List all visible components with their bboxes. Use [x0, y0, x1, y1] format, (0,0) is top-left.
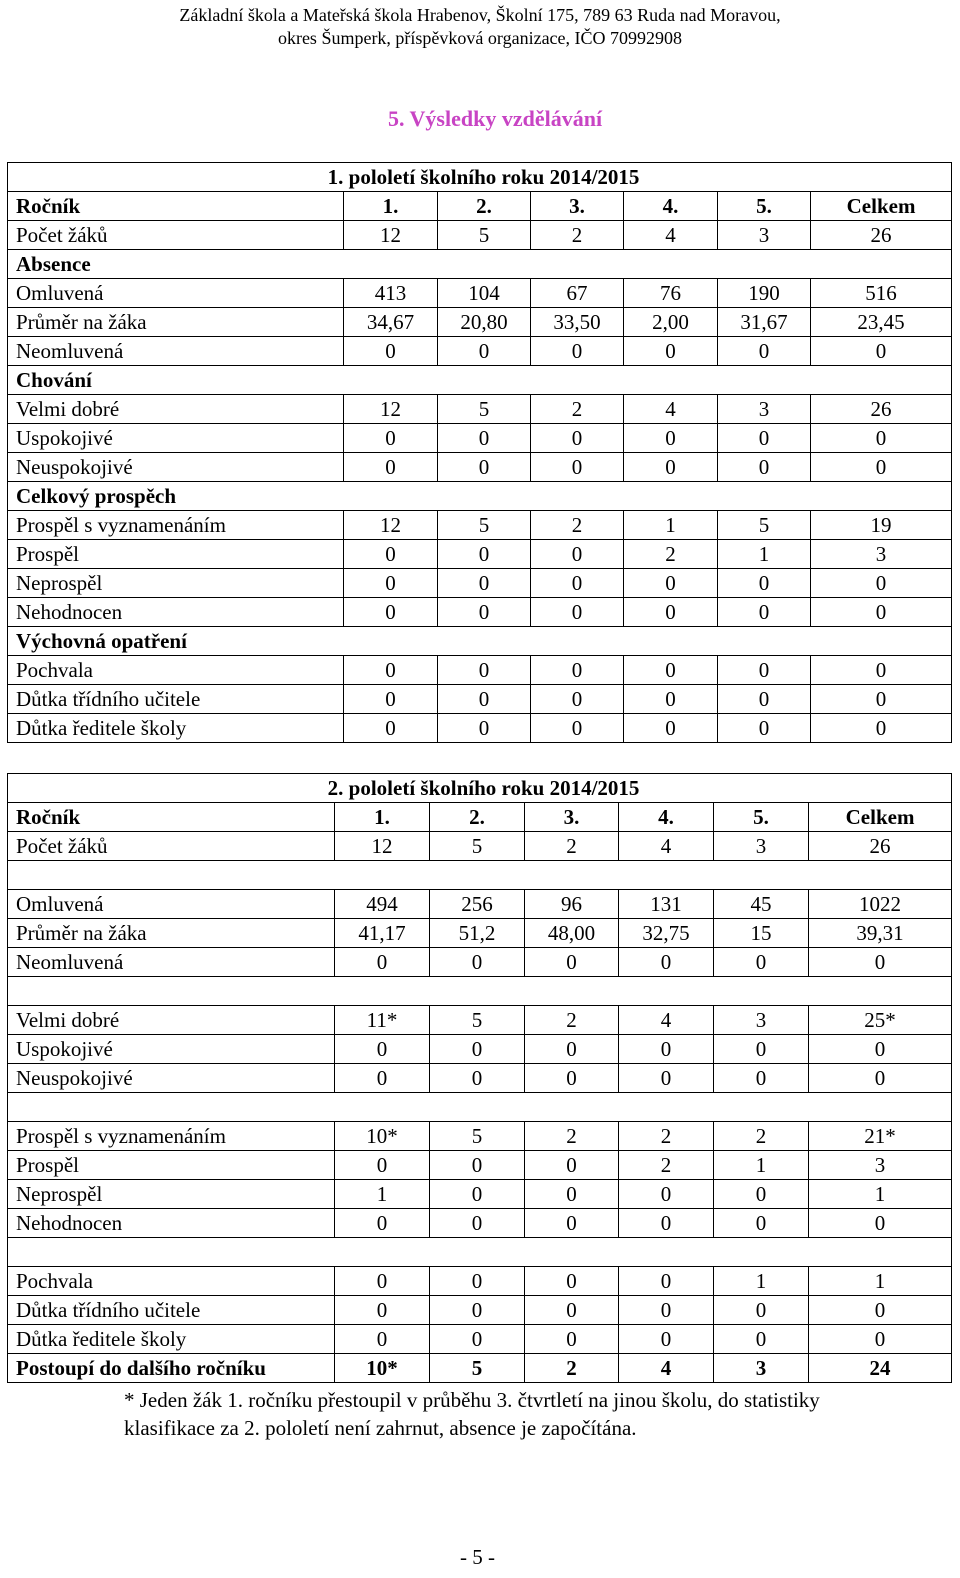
- table-cell: 0: [531, 540, 624, 569]
- table-cell: 0: [811, 569, 952, 598]
- table-cell: 0: [438, 656, 531, 685]
- table-cell: 0: [619, 1035, 714, 1064]
- table-title: 1. pololetí školního roku 2014/2015: [8, 163, 952, 192]
- table-cell: 0: [718, 685, 811, 714]
- header-line-2: okres Šumperk, příspěvková organizace, IČO 70992908: [277, 28, 683, 48]
- table-cell: 0: [619, 948, 714, 977]
- table-cell: 4: [624, 395, 718, 424]
- table-cell: 0: [335, 1035, 430, 1064]
- row-label: Ročník: [8, 192, 344, 221]
- section-label: Chování: [8, 366, 952, 395]
- table-cell: 32,75: [619, 919, 714, 948]
- row-label: Důtka ředitele školy: [8, 1325, 335, 1354]
- table-cell: 0: [619, 1325, 714, 1354]
- document-header: [0, 4, 960, 50]
- table-row: [8, 1296, 952, 1325]
- table-cell: 0: [531, 569, 624, 598]
- table-cell: 0: [531, 714, 624, 743]
- table-cell: 0: [335, 1151, 430, 1180]
- table-cell: 0: [344, 424, 438, 453]
- table-cell: 5.: [714, 803, 809, 832]
- table-cell: 26: [811, 221, 952, 250]
- table-row: [8, 890, 952, 919]
- table-row: [8, 337, 952, 366]
- table-row: [8, 308, 952, 337]
- table-cell: 1: [809, 1267, 952, 1296]
- table-cell: 0: [525, 1035, 619, 1064]
- table-cell: 0: [438, 685, 531, 714]
- table-cell: 3.: [525, 803, 619, 832]
- row-label: Průměr na žáka: [8, 308, 344, 337]
- results-table-first-term: [7, 162, 952, 743]
- table-cell: 0: [525, 1325, 619, 1354]
- table-cell: 12: [335, 832, 430, 861]
- table-cell: 0: [718, 453, 811, 482]
- table-cell: 0: [619, 1296, 714, 1325]
- section-label: [8, 861, 952, 890]
- table-cell: 0: [525, 1180, 619, 1209]
- table-cell: 0: [430, 948, 525, 977]
- table-cell: 0: [531, 685, 624, 714]
- table-cell: 3: [718, 221, 811, 250]
- table-row: [8, 424, 952, 453]
- table-cell: 0: [714, 1035, 809, 1064]
- table-cell: 0: [430, 1296, 525, 1325]
- table-cell: 0: [335, 1325, 430, 1354]
- table-cell: 0: [344, 656, 438, 685]
- table-title-row: [8, 774, 952, 803]
- table-section-row: [8, 250, 952, 279]
- table-row: [8, 598, 952, 627]
- table-cell: 0: [438, 337, 531, 366]
- row-label: Neprospěl: [8, 1180, 335, 1209]
- table-section-row: [8, 861, 952, 890]
- row-label: Uspokojivé: [8, 1035, 335, 1064]
- table-row: [8, 221, 952, 250]
- table-cell: 2: [525, 1122, 619, 1151]
- table-row: [8, 832, 952, 861]
- table-cell: 0: [430, 1180, 525, 1209]
- table-cell: 12: [344, 395, 438, 424]
- table-row: [8, 1006, 952, 1035]
- table-cell: 4: [619, 1006, 714, 1035]
- row-label: Omluvená: [8, 890, 335, 919]
- table-cell: 0: [619, 1267, 714, 1296]
- row-label: Průměr na žáka: [8, 919, 335, 948]
- table-cell: 1: [714, 1151, 809, 1180]
- table-cell: 2: [525, 1354, 619, 1383]
- table-cell: 0: [811, 656, 952, 685]
- table-cell: 1: [809, 1180, 952, 1209]
- row-label: Prospěl s vyznamenáním: [8, 511, 344, 540]
- table-cell: 0: [624, 598, 718, 627]
- table-row: [8, 540, 952, 569]
- table-cell: 190: [718, 279, 811, 308]
- table-cell: 0: [809, 1064, 952, 1093]
- table-cell: 0: [438, 540, 531, 569]
- table-cell: Celkem: [809, 803, 952, 832]
- table-cell: 1.: [344, 192, 438, 221]
- row-label: Pochvala: [8, 656, 344, 685]
- table-cell: 3: [809, 1151, 952, 1180]
- table-cell: 0: [809, 1296, 952, 1325]
- table-cell: 3: [718, 395, 811, 424]
- table-cell: 19: [811, 511, 952, 540]
- table-cell: 0: [809, 1325, 952, 1354]
- table-cell: 0: [430, 1209, 525, 1238]
- table-cell: 0: [811, 714, 952, 743]
- table-section-row: [8, 627, 952, 656]
- table-cell: 10*: [335, 1354, 430, 1383]
- row-label: Uspokojivé: [8, 424, 344, 453]
- table-cell: 0: [335, 1267, 430, 1296]
- section-label: Celkový prospěch: [8, 482, 952, 511]
- row-label: Nehodnocen: [8, 1209, 335, 1238]
- table-cell: 0: [525, 1064, 619, 1093]
- table-cell: 20,80: [438, 308, 531, 337]
- table-row: [8, 1180, 952, 1209]
- table-cell: 0: [335, 948, 430, 977]
- table-cell: 0: [718, 569, 811, 598]
- table-cell: 0: [525, 948, 619, 977]
- table-cell: 3: [714, 832, 809, 861]
- table-row: [8, 1122, 952, 1151]
- table-row: [8, 511, 952, 540]
- row-label: Prospěl s vyznamenáním: [8, 1122, 335, 1151]
- table-cell: 41,17: [335, 919, 430, 948]
- table-cell: 5: [718, 511, 811, 540]
- table-cell: 4: [624, 221, 718, 250]
- table-row: [8, 1267, 952, 1296]
- table-row: [8, 453, 952, 482]
- table-cell: 0: [430, 1151, 525, 1180]
- table-section-row: [8, 1093, 952, 1122]
- table-cell: 4: [619, 832, 714, 861]
- table-cell: 5: [430, 832, 525, 861]
- table-cell: 2: [531, 395, 624, 424]
- row-label: Prospěl: [8, 1151, 335, 1180]
- row-label: Velmi dobré: [8, 1006, 335, 1035]
- table-cell: 76: [624, 279, 718, 308]
- row-label: Omluvená: [8, 279, 344, 308]
- table-cell: 24: [809, 1354, 952, 1383]
- table-cell: 2: [531, 221, 624, 250]
- table-cell: 0: [430, 1035, 525, 1064]
- table-cell: 1: [714, 1267, 809, 1296]
- table-cell: 5.: [718, 192, 811, 221]
- row-label: Důtka ředitele školy: [8, 714, 344, 743]
- table-cell: 0: [714, 1325, 809, 1354]
- table-cell: 0: [438, 714, 531, 743]
- table-cell: 3: [714, 1354, 809, 1383]
- row-label: Pochvala: [8, 1267, 335, 1296]
- table-cell: 33,50: [531, 308, 624, 337]
- table-cell: 1: [624, 511, 718, 540]
- section-label: [8, 1093, 952, 1122]
- row-label: Důtka třídního učitele: [8, 685, 344, 714]
- table-cell: 0: [718, 656, 811, 685]
- table-cell: 0: [714, 1296, 809, 1325]
- table-cell: 1.: [335, 803, 430, 832]
- section-label: [8, 1238, 952, 1267]
- table-cell: 0: [619, 1180, 714, 1209]
- table-cell: 0: [714, 948, 809, 977]
- table-cell: 2: [619, 1151, 714, 1180]
- table-row: [8, 1325, 952, 1354]
- table-cell: 0: [714, 1064, 809, 1093]
- table-cell: 0: [531, 598, 624, 627]
- table-cell: 494: [335, 890, 430, 919]
- table-cell: 2: [714, 1122, 809, 1151]
- table-cell: 0: [344, 453, 438, 482]
- table-cell: 11*: [335, 1006, 430, 1035]
- table-row: [8, 656, 952, 685]
- row-label: Neomluvená: [8, 337, 344, 366]
- row-label: Počet žáků: [8, 221, 344, 250]
- table-cell: 413: [344, 279, 438, 308]
- table-cell: 0: [531, 424, 624, 453]
- table-header-row: [8, 803, 952, 832]
- table-cell: 2.: [430, 803, 525, 832]
- row-label: Neuspokojivé: [8, 1064, 335, 1093]
- table-cell: 0: [624, 714, 718, 743]
- table-cell: 1: [718, 540, 811, 569]
- table-cell: 5: [430, 1006, 525, 1035]
- table-cell: 2.: [438, 192, 531, 221]
- section-label: [8, 977, 952, 1006]
- table-cell: 2: [619, 1122, 714, 1151]
- table-cell: 0: [811, 453, 952, 482]
- table-row: [8, 948, 952, 977]
- table-cell: 0: [624, 685, 718, 714]
- table-cell: 4.: [624, 192, 718, 221]
- table-cell: 0: [430, 1267, 525, 1296]
- table-cell: 0: [718, 337, 811, 366]
- table-row: [8, 685, 952, 714]
- table-cell: 26: [811, 395, 952, 424]
- table-cell: 15: [714, 919, 809, 948]
- footnote: [124, 1386, 954, 1442]
- table-cell: 0: [525, 1209, 619, 1238]
- table-cell: 0: [344, 685, 438, 714]
- table-cell: 12: [344, 511, 438, 540]
- row-label: Počet žáků: [8, 832, 335, 861]
- table-cell: 0: [438, 453, 531, 482]
- table-section-row: [8, 482, 952, 511]
- table-row: [8, 1151, 952, 1180]
- table-cell: 0: [344, 337, 438, 366]
- table-section-row: [8, 977, 952, 1006]
- table-cell: 31,67: [718, 308, 811, 337]
- table-row: [8, 1064, 952, 1093]
- table-cell: 5: [438, 511, 531, 540]
- row-label: Neomluvená: [8, 948, 335, 977]
- table-cell: 0: [531, 453, 624, 482]
- table-cell: 0: [624, 656, 718, 685]
- table-cell: 0: [335, 1296, 430, 1325]
- table-cell: 0: [811, 685, 952, 714]
- table-row: [8, 569, 952, 598]
- table-cell: 0: [335, 1064, 430, 1093]
- table-cell: 104: [438, 279, 531, 308]
- table-cell: 0: [811, 598, 952, 627]
- table-cell: 0: [525, 1151, 619, 1180]
- table-cell: 256: [430, 890, 525, 919]
- table-section-row: [8, 366, 952, 395]
- table-cell: 26: [809, 832, 952, 861]
- table-cell: 0: [624, 569, 718, 598]
- table-cell: 0: [430, 1325, 525, 1354]
- header-line-1: Základní škola a Mateřská škola Hrabenov, Školní 175, 789 63 Ruda nad Moravou,: [179, 5, 781, 25]
- section-label: Výchovná opatření: [8, 627, 952, 656]
- row-label: Důtka třídního učitele: [8, 1296, 335, 1325]
- table-cell: 2,00: [624, 308, 718, 337]
- table-header-row: [8, 1354, 952, 1383]
- table-cell: 0: [438, 424, 531, 453]
- table-row: [8, 395, 952, 424]
- table-title-row: [8, 163, 952, 192]
- table-cell: 0: [531, 656, 624, 685]
- table-cell: 48,00: [525, 919, 619, 948]
- table-cell: 0: [531, 337, 624, 366]
- footnote-line-1: * Jeden žák 1. ročníku přestoupil v průběhu 3. čtvrtletí na jinou školu, do statistiky: [124, 1388, 820, 1412]
- table-cell: 0: [624, 337, 718, 366]
- footnote-line-2: klasifikace za 2. pololetí není zahrnut, absence je započítána.: [124, 1416, 637, 1440]
- row-label: Velmi dobré: [8, 395, 344, 424]
- table-cell: 0: [718, 598, 811, 627]
- table-cell: 3: [811, 540, 952, 569]
- table-cell: 2: [531, 511, 624, 540]
- table-cell: 21*: [809, 1122, 952, 1151]
- table-cell: 1022: [809, 890, 952, 919]
- table-header-row: [8, 192, 952, 221]
- table-cell: 0: [335, 1209, 430, 1238]
- table-cell: 5: [430, 1354, 525, 1383]
- table-row: [8, 1035, 952, 1064]
- table-cell: 3.: [531, 192, 624, 221]
- table-cell: 0: [619, 1064, 714, 1093]
- table-cell: 0: [809, 1209, 952, 1238]
- row-label: Neprospěl: [8, 569, 344, 598]
- table-cell: 0: [430, 1064, 525, 1093]
- row-label: Ročník: [8, 803, 335, 832]
- table-cell: 5: [430, 1122, 525, 1151]
- table-cell: 0: [624, 424, 718, 453]
- table-cell: 39,31: [809, 919, 952, 948]
- table-cell: 0: [718, 714, 811, 743]
- table-cell: 0: [438, 598, 531, 627]
- table-title: 2. pololetí školního roku 2014/2015: [8, 774, 952, 803]
- table-cell: 3: [714, 1006, 809, 1035]
- table-cell: 5: [438, 221, 531, 250]
- row-label: Postoupí do dalšího ročníku: [8, 1354, 335, 1383]
- section-label: Absence: [8, 250, 952, 279]
- table-cell: 0: [809, 1035, 952, 1064]
- table-cell: 0: [344, 598, 438, 627]
- section-title: 5. Výsledky vzdělávání: [387, 106, 603, 131]
- table-cell: 0: [714, 1180, 809, 1209]
- table-cell: 96: [525, 890, 619, 919]
- table-cell: 4.: [619, 803, 714, 832]
- table-cell: 0: [718, 424, 811, 453]
- table-cell: 51,2: [430, 919, 525, 948]
- table-cell: 0: [809, 948, 952, 977]
- row-label: Nehodnocen: [8, 598, 344, 627]
- table-cell: 2: [525, 832, 619, 861]
- table-cell: 34,67: [344, 308, 438, 337]
- table-row: [8, 279, 952, 308]
- table-cell: 45: [714, 890, 809, 919]
- table-cell: 516: [811, 279, 952, 308]
- table-cell: 1: [335, 1180, 430, 1209]
- table-cell: 0: [344, 714, 438, 743]
- table-cell: 25*: [809, 1006, 952, 1035]
- page-number: - 5 -: [460, 1545, 495, 1569]
- table-cell: 23,45: [811, 308, 952, 337]
- table-cell: 0: [714, 1209, 809, 1238]
- table-cell: 0: [811, 337, 952, 366]
- row-label: Neuspokojivé: [8, 453, 344, 482]
- results-table-second-term: [7, 773, 952, 1383]
- table-cell: Celkem: [811, 192, 952, 221]
- table-cell: 2: [525, 1006, 619, 1035]
- table-cell: 0: [344, 540, 438, 569]
- table-cell: 2: [624, 540, 718, 569]
- table-section-row: [8, 1238, 952, 1267]
- table-cell: 10*: [335, 1122, 430, 1151]
- table-cell: 0: [619, 1209, 714, 1238]
- table-row: [8, 1209, 952, 1238]
- table-cell: 0: [438, 569, 531, 598]
- table-cell: 5: [438, 395, 531, 424]
- table-cell: 0: [811, 424, 952, 453]
- table-row: [8, 714, 952, 743]
- table-cell: 0: [525, 1267, 619, 1296]
- table-cell: 67: [531, 279, 624, 308]
- row-label: Prospěl: [8, 540, 344, 569]
- table-cell: 12: [344, 221, 438, 250]
- table-cell: 0: [624, 453, 718, 482]
- table-cell: 0: [344, 569, 438, 598]
- table-cell: 0: [525, 1296, 619, 1325]
- table-cell: 131: [619, 890, 714, 919]
- table-cell: 4: [619, 1354, 714, 1383]
- table-row: [8, 919, 952, 948]
